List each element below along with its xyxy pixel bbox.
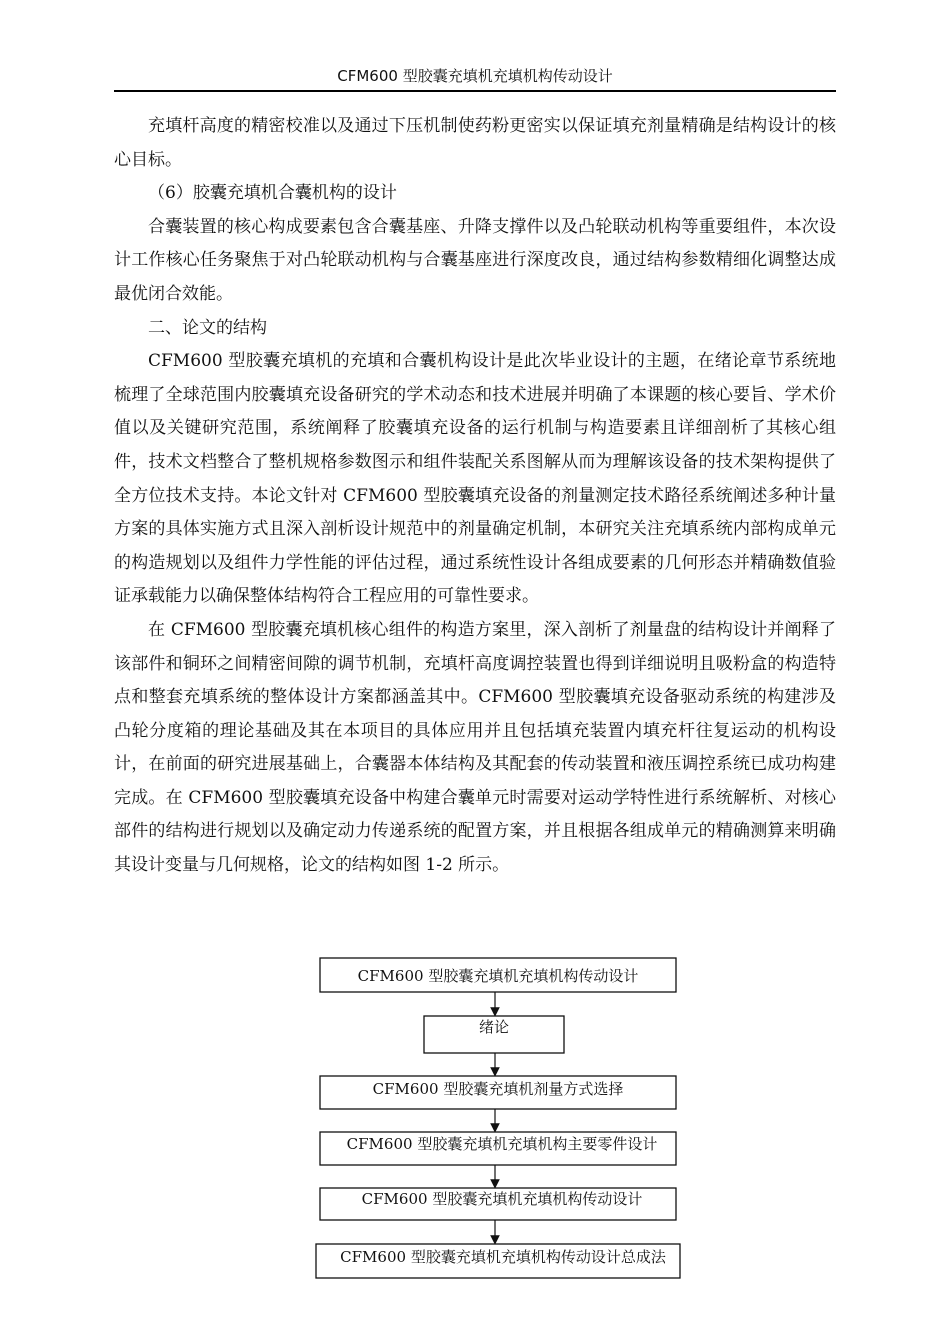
flow-box-6 xyxy=(316,1244,680,1278)
flow-box-2-label: 绪论 xyxy=(478,1018,510,1036)
flow-box-2 xyxy=(424,1016,564,1053)
paragraph-2: 合囊装置的核心构成要素包含合囊基座、升降支撑件以及凸轮联动机构等重要组件，本次设计工作核心任务聚焦于对凸轮联动机构与合囊基座进行深度改良，通过结构参数精细化调整达成最优闭合效能。 xyxy=(114,216,836,304)
flow-box-6-label: CFM600 型胶囊充填机充填机构传动设计总成法 xyxy=(340,1248,666,1266)
flow-box-5-label: CFM600 型胶囊充填机充填机构传动设计 xyxy=(361,1190,643,1208)
section-heading-6: （6）胶囊充填机合囊机构的设计 xyxy=(148,183,397,204)
flow-box-1 xyxy=(320,958,676,992)
flow-box-3-label: CFM600 型胶囊充填机剂量方式选择 xyxy=(372,1080,624,1098)
flow-box-1-label: CFM600 型胶囊充填机充填机构传动设计 xyxy=(357,967,639,985)
flow-box-4 xyxy=(320,1132,676,1165)
page-header-title: CFM600 型胶囊充填机充填机构传动设计 xyxy=(337,67,613,85)
paragraph-4: 在 CFM600 型胶囊充填机核心组件的构造方案里，深入剖析了剂量盘的结构设计并阐释了该部件和铜环之间精密间隙的调节机制，充填杆高度调控装置也得到详细说明且吸粉盒的构造特点和整套充填系统的整体设计方案都涵盖其中。CFM600 型胶囊填充设备驱动系统的构建涉及凸轮分度箱的理论基础及其在本项目的具体应用并且包括填充装置内填充杆往复运动的机构设计，在前面的研究进展基础上，合囊器本体结构及其配套的传动装置和液压调控系统已成功构建完成。在 CFM600 型胶囊填充设备中构建合囊单元时需要对运动学特性进行系统解析、对核心部件的结构进行规划以及确定动力传递系统的配置方案，并且根据各组成单元的精确测算来明确其设计变量与几何规格，论文的结构如图 1-2 所示。 xyxy=(114,619,836,876)
paragraph-3: CFM600 型胶囊充填机的充填和合囊机构设计是此次毕业设计的主题，在绪论章节系统地梳理了全球范围内胶囊填充设备研究的学术动态和技术进展并明确了本课题的核心要旨、学术价值以及关键研究范围，系统阐释了胶囊填充设备的运行机制与构造要素且详细剖析了其核心组件，技术文档整合了整机规格参数图示和组件装配关系图解从而为理解该设备的技术架构提供了全方位技术支持。本论文针对 CFM600 型胶囊填充设备的剂量测定技术路径系统阐述多种计量方案的具体实施方式且深入剖析设计规范中的剂量确定机制，本研究关注充填系统内部构成单元的构造规划以及组件力学性能的评估过程，通过系统性设计各组成要素的几何形态并精确数值验证承载能力以确保整体结构符合工程应用的可靠性要求。 xyxy=(114,351,836,607)
flow-box-3 xyxy=(320,1076,676,1109)
flow-box-4-label: CFM600 型胶囊充填机充填机构主要零件设计 xyxy=(346,1135,658,1153)
section-heading-structure: 二、论文的结构 xyxy=(148,317,267,338)
paragraph-1: 充填杆高度的精密校准以及通过下压机制使药粉更密实以保证填充剂量精确是结构设计的核心目标。 xyxy=(114,116,836,170)
flow-box-5 xyxy=(320,1188,676,1220)
